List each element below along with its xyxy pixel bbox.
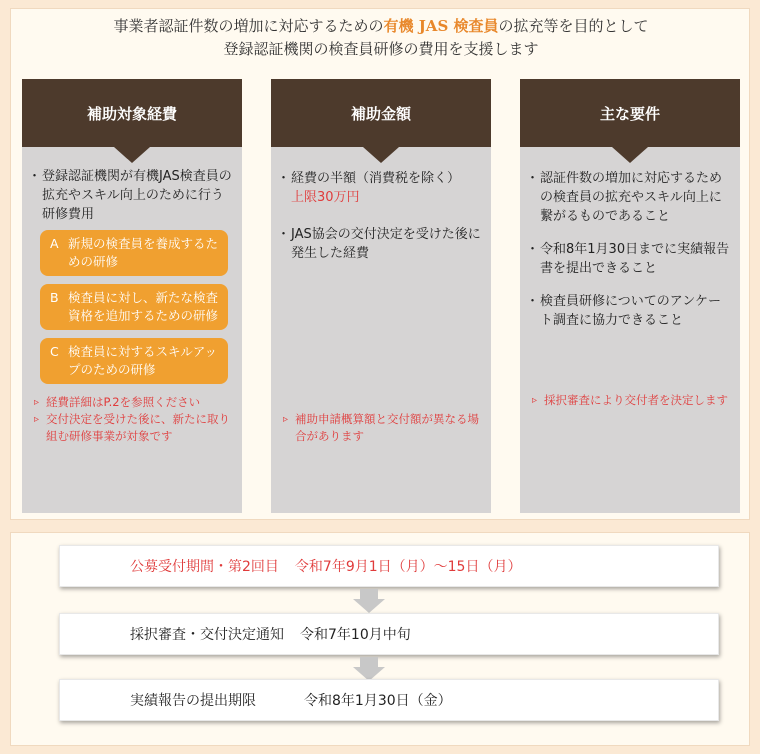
option-a-box [40,230,228,276]
column-header [22,79,242,147]
schedule-step-report [59,679,719,721]
option-text: 新規の検査員を養成するための研修 [68,236,219,269]
intro-text [11,15,751,61]
note-item: ▹ 交付決定を受けた後に、新たに取り組む研修事業が対象です [34,411,232,445]
column-title: 主な要件 [599,104,660,123]
bullet-item: ・ 登録認証機関が有機JAS検査員の拡充やスキル向上のために行う研修費用 [34,167,232,224]
step-date: 令和7年9月1日（月）～15日（月） [294,559,522,575]
intro-highlight: 有機 JAS 検査員 [383,17,499,35]
intro-line-1 [11,15,751,38]
column-requirements [520,79,740,513]
column-title: 補助対象経費 [86,104,177,123]
column-title: 補助金額 [350,104,411,123]
bullet-text: ・ 経費の半額（消費税を除く） [291,171,461,186]
step-label: 公募受付期間・第2回目 [130,559,279,575]
schedule-step-review [59,613,719,655]
column-header [520,79,740,147]
note-item: ▹ 経費詳細はP.2を参照ください [34,394,232,411]
option-letter: B [50,290,59,305]
option-text: 検査員に対し、新たな検査資格を追加するための研修 [68,290,219,323]
option-b-box [40,284,228,330]
intro-line-1-pre: 事業者認証件数の増加に対応するための [113,17,384,35]
step-label: 採択審査・交付決定通知 [130,627,284,643]
note-item: ▹ 採択審査により交付者を決定します [532,392,730,409]
schedule-step-application [59,545,719,587]
column-eligible-expenses [22,79,242,513]
support-overview-panel [10,8,750,520]
bullet-item: ・ 検査員研修についてのアンケート調査に協力できること [532,292,730,330]
bullet-item: ・ 令和8年1月30日までに実績報告書を提出できること [532,240,730,278]
intro-line-2: 登録認証機関の検査員研修の費用を支援します [223,40,539,58]
bullet-item: ・ 認証件数の増加に対応するための検査員の拡充やスキル向上に繋がるものであること [532,169,730,226]
option-text: 検査員に対するスキルアップのための研修 [68,344,218,377]
option-c-box [40,338,228,384]
column-subsidy-amount [271,79,491,513]
option-letter: A [50,236,59,251]
step-date: 令和7年10月中旬 [300,627,411,643]
intro-line-1-post: の拡充等を目的として [498,17,649,35]
note-item: ▹ 補助申請概算額と交付額が異なる場合があります [283,411,481,445]
option-letter: C [50,344,59,359]
column-header [271,79,491,147]
step-label: 実績報告の提出期限 [130,693,256,709]
subsidy-cap: 上限30万円 [291,190,360,205]
bullet-item [283,169,481,207]
bullet-item: ・ JAS協会の交付決定を受けた後に発生した経費 [283,225,481,263]
schedule-panel [10,532,750,746]
step-date: 令和8年1月30日（金） [304,693,452,709]
